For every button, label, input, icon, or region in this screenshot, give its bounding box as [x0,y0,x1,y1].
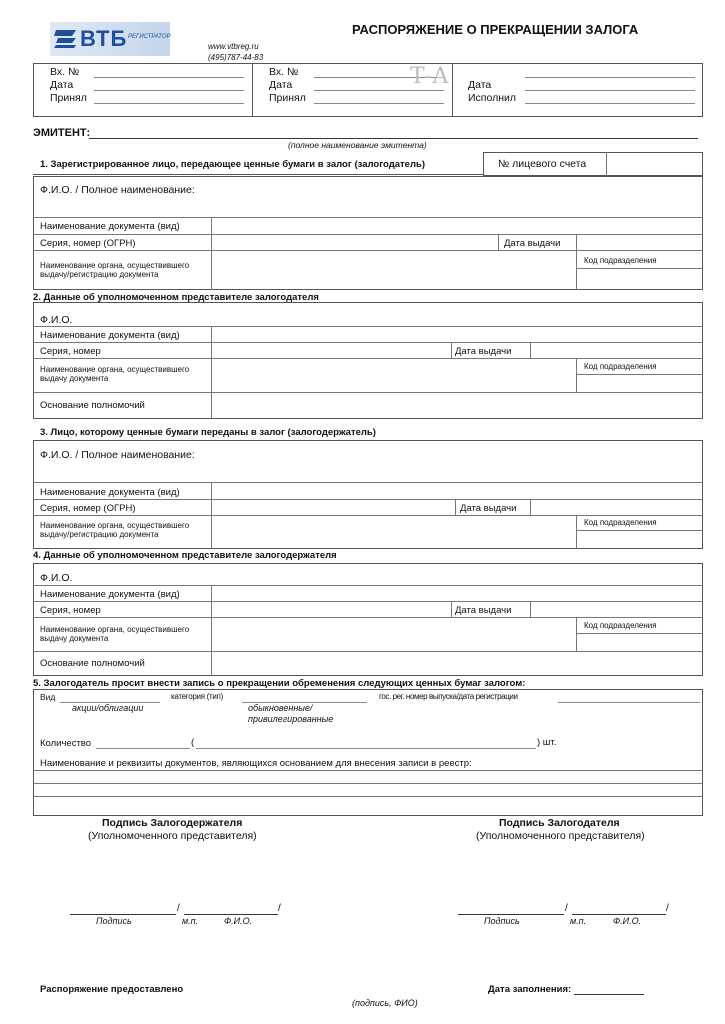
s1-dept-code-input[interactable] [580,274,698,285]
s1-doc-input[interactable] [216,221,696,232]
sig-left-sign-hint: Подпись [96,916,132,926]
vtb-logo [50,22,170,56]
footer-fill-date-input[interactable] [576,982,642,993]
s5-documents-input[interactable] [38,772,698,783]
s5-documents-label: Наименование и реквизиты документов, являющихся основанием для внесения записи в реестр: [40,758,472,769]
sig-left-title: Подпись Залогодержателя [102,817,243,829]
s4-serial-input[interactable] [216,605,446,616]
s3-doc-input[interactable] [216,487,696,498]
s2-name-label: Ф.И.О. [40,314,73,326]
s5-category-label: категория (тип) [171,692,223,701]
s2-basis-label: Основание полномочий [40,400,145,411]
s4-dept-code-label: Код подразделения [584,621,657,630]
logo-brand: ВТБ [80,26,128,51]
s2-title: 2. Данные об уполномоченном представителе залогодателя [33,292,319,303]
sig-right-fio-hint: Ф.И.О. [613,916,642,926]
s2-authority-label: Наименование органа, осуществившего выдачу документа [40,365,190,383]
s3-dept-code-label: Код подразделения [584,518,657,527]
footer-provided-hint: (подпись, ФИО) [352,998,418,1008]
s1-doc-label: Наименование документа (вид) [40,221,180,232]
s5-kind-label: Вид [40,692,56,702]
sig-left-fio-input[interactable] [186,902,276,913]
s2-serial-input[interactable] [216,346,446,357]
sig-right-signature-input[interactable] [460,902,562,913]
s4-serial-label: Серия, номер [40,605,101,616]
issuer-label: ЭМИТЕНТ: [33,127,91,139]
s1-issue-date-label: Дата выдачи [504,238,561,249]
sig-left-mp-hint: м.п. [182,916,199,926]
footer-fill-date-label: Дата заполнения: [488,984,572,995]
s4-issue-date-label: Дата выдачи [455,605,512,616]
stamp-mark: Т-А [410,64,449,89]
s4-doc-label: Наименование документа (вид) [40,589,180,600]
s2-authority-input[interactable] [216,369,571,380]
s3-issue-date-label: Дата выдачи [460,503,517,514]
s2-name-input[interactable] [216,313,696,324]
s1-name-label: Ф.И.О. / Полное наименование: [40,184,195,196]
sig-right-subtitle: (Уполномоченного представителя) [476,830,645,842]
s2-issue-date-label: Дата выдачи [455,346,512,357]
sig-right-fio-input[interactable] [574,902,664,913]
s4-basis-input[interactable] [216,658,696,669]
s3-serial-label: Серия, номер (ОГРН) [40,503,136,514]
sig-left-fio-hint: Ф.И.О. [224,916,253,926]
s3-title: 3. Лицо, которому ценные бумаги переданы в залог (залогодержатель) [40,427,376,438]
s5-category-hint: обыкновенные/ привилегированные [248,703,334,724]
issuer-input[interactable] [92,126,692,137]
reg-in-no-2: Вх. № [269,66,299,78]
s4-name-label: Ф.И.О. [40,572,73,584]
website: www.vtbreg.ru [208,42,259,51]
s1-serial-input[interactable] [216,238,491,249]
logo-sub: РЕГИСТРАТОР [128,34,171,40]
s4-basis-label: Основание полномочий [40,658,145,669]
footer-provided-label: Распоряжение предоставлено [40,984,184,995]
s3-dept-code-input[interactable] [580,534,698,545]
s3-name-label: Ф.И.О. / Полное наименование: [40,449,195,461]
s5-qty-open: ( [191,737,195,748]
s3-authority-input[interactable] [216,527,571,538]
sig-left-signature-input[interactable] [72,902,174,913]
s2-basis-input[interactable] [216,400,696,411]
s1-name-input[interactable] [40,200,690,211]
s1-title: 1. Зарегистрированное лицо, передающее ценные бумаги в залог (залогодатель) [40,159,426,170]
s1-authority-label: Наименование органа, осуществившего выдачу/регистрацию документа [40,261,190,279]
page-title: РАСПОРЯЖЕНИЕ О ПРЕКРАЩЕНИИ ЗАЛОГА [352,22,639,37]
reg-executed-3: Исполнил [468,92,517,104]
reg-accepted-1: Принял [50,92,87,104]
s2-dept-code-input[interactable] [580,378,698,389]
sig-left-subtitle: (Уполномоченного представителя) [88,830,257,842]
s4-authority-label: Наименование органа, осуществившего выдачу документа [40,625,190,643]
s3-name-input[interactable] [40,466,690,477]
s2-serial-label: Серия, номер [40,346,101,357]
s1-serial-label: Серия, номер (ОГРН) [40,238,136,249]
s4-authority-input[interactable] [216,628,571,639]
s3-issue-date-input[interactable] [535,503,695,514]
s2-issue-date-input[interactable] [535,346,695,357]
s1-account-input[interactable] [610,158,698,169]
s2-doc-label: Наименование документа (вид) [40,330,180,341]
s5-kind-input[interactable] [62,690,160,701]
s5-title: 5. Залогодатель просит внести запись о прекращении обременения следующих ценных бумаг залогом: [33,678,526,689]
s5-regnum-input[interactable] [560,690,698,701]
s4-doc-input[interactable] [216,589,696,600]
reg-date-1: Дата [50,79,74,91]
s1-issue-date-input[interactable] [580,238,698,249]
s5-kind-hint: акции/облигации [72,703,144,713]
reg-in-no-1: Вх. № [50,66,80,78]
s3-doc-label: Наименование документа (вид) [40,487,180,498]
s2-doc-input[interactable] [216,330,696,341]
s4-title: 4. Данные об уполномоченном представителе залогодержателя [33,550,337,561]
s5-quantity-words-input[interactable] [198,736,534,747]
reg-accepted-2: Принял [269,92,306,104]
s3-authority-label: Наименование органа, осуществившего выдачу/регистрацию документа [40,521,190,539]
s5-category-input[interactable] [244,690,366,701]
s1-account-label: № лицевого счета [498,158,587,170]
reg-date-2: Дата [269,79,293,91]
s5-quantity-label: Количество [40,738,92,749]
s3-serial-input[interactable] [216,503,450,514]
s4-issue-date-input[interactable] [535,605,695,616]
s5-qty-close: ) шт. [537,737,557,748]
issuer-hint: (полное наименование эмитента) [288,140,427,150]
reg-date-3: Дата [468,79,492,91]
s5-regnum-label: гос. рег. номер выпуска/дата регистрации [379,692,518,701]
s4-name-input[interactable] [216,572,696,583]
s1-authority-input[interactable] [216,264,571,275]
sig-right-sign-hint: Подпись [484,916,520,926]
logo-emblem-icon [54,28,78,50]
phone: (495)787-44-83 [208,53,264,62]
s4-dept-code-input[interactable] [580,637,698,648]
s1-dept-code-label: Код подразделения [584,256,657,265]
s2-dept-code-label: Код подразделения [584,362,657,371]
s5-quantity-input[interactable] [98,736,188,747]
sig-right-mp-hint: м.п. [570,916,587,926]
sig-right-title: Подпись Залогодателя [499,817,620,829]
